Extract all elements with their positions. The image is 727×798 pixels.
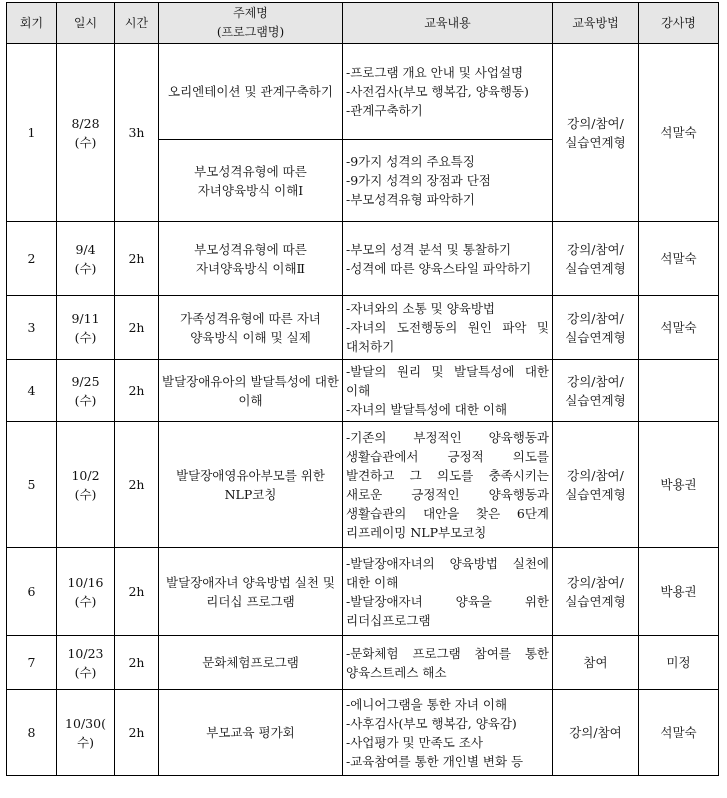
- method-line: 강의/참여/: [567, 310, 624, 326]
- method-cell: 참여: [553, 636, 639, 690]
- method-line: 실습연계형: [565, 329, 626, 345]
- session-cell: 4: [7, 360, 57, 422]
- content-line: -사업평가 및 만족도 조사: [346, 734, 483, 750]
- topic-cell: 부모교육 평가회: [159, 690, 343, 776]
- method-cell: 강의/참여: [553, 690, 639, 776]
- content-line: -부모성격유형 파악하기: [346, 192, 475, 207]
- topic-cell: 발달장애유아의 발달특성에 대한 이해: [159, 360, 343, 422]
- date-cell: [57, 548, 115, 636]
- date-cell: [57, 422, 115, 548]
- content-cell: [343, 690, 553, 776]
- time-cell: 2h: [115, 690, 159, 776]
- table-row: [7, 690, 719, 776]
- day-value: (수): [74, 392, 97, 408]
- day-value: (수): [74, 134, 97, 150]
- content-line: -성격에 따른 양육스타일 파악하기: [346, 260, 532, 276]
- table-row: [7, 296, 719, 360]
- table-row: [7, 422, 719, 548]
- table-row: [7, 222, 719, 296]
- day-value: 수): [77, 734, 94, 750]
- content-line: -발달의 원리 및 발달특성에 대한 이해: [346, 364, 549, 398]
- content-cell: [343, 44, 553, 140]
- date-value: 10/2: [71, 467, 100, 483]
- method-line: 강의/참여/: [567, 373, 624, 389]
- content-cell: [343, 140, 553, 222]
- header-date: 일시: [57, 3, 115, 44]
- header-topic: [159, 3, 343, 44]
- time-cell: 2h: [115, 548, 159, 636]
- content-line: -자녀의 도전행동의 원인 파악 및 대처하기: [346, 320, 549, 354]
- topic-cell: 발달장애자녀 양육방법 실천 및 리더십 프로그램: [159, 548, 343, 636]
- date-cell: [57, 222, 115, 296]
- date-cell: [57, 690, 115, 776]
- method-line: 강의/참여/: [567, 241, 624, 257]
- instructor-cell: 석말숙: [639, 690, 719, 776]
- content-line: -기존의 부정적인 양육행동과 생활습관에서 긍정적 의도를 발견하고 그 의도를 충족시키는 새로운 긍정적인 양육행동과 생활습관의 대안을 찾은 6단계 리프레이밍 NLP부모코칭: [346, 429, 549, 540]
- instructor-cell: 석말숙: [639, 44, 719, 222]
- table-row: [7, 360, 719, 422]
- method-line: 강의/참여/: [567, 115, 624, 131]
- header-topic-main: 주제명: [233, 6, 268, 20]
- method-cell: [553, 548, 639, 636]
- method-cell: [553, 222, 639, 296]
- content-line: -부모의 성격 분석 및 통찰하기: [346, 241, 512, 257]
- date-value: 10/23: [67, 645, 104, 661]
- header-instructor: 강사명: [639, 3, 719, 44]
- content-line: -발달장애자녀 양육을 위한 리더십프로그램: [346, 593, 549, 628]
- instructor-cell: 박용권: [639, 422, 719, 548]
- date-value: 9/25: [71, 373, 100, 389]
- table-row: [7, 636, 719, 690]
- method-cell: [553, 296, 639, 360]
- date-value: 10/30(: [65, 715, 106, 731]
- method-cell: [553, 422, 639, 548]
- instructor-cell: [639, 360, 719, 422]
- method-line: 실습연계형: [565, 392, 626, 408]
- header-time: 시간: [115, 3, 159, 44]
- method-cell: [553, 360, 639, 422]
- schedule-table: [6, 2, 719, 776]
- topic-cell: 발달장애영유아부모를 위한 NLP코칭: [159, 422, 343, 548]
- method-cell: [553, 44, 639, 222]
- time-cell: 2h: [115, 360, 159, 422]
- date-value: 9/4: [75, 241, 96, 257]
- time-cell: 2h: [115, 422, 159, 548]
- method-line: 강의/참여/: [567, 574, 624, 590]
- topic-cell: 문화체험프로그램: [159, 636, 343, 690]
- session-cell: 2: [7, 222, 57, 296]
- session-cell: 6: [7, 548, 57, 636]
- method-line: 실습연계형: [565, 486, 626, 502]
- method-line: 실습연계형: [565, 260, 626, 276]
- date-cell: [57, 296, 115, 360]
- content-line: -자녀와의 소통 및 양육방법: [346, 301, 495, 316]
- date-value: 9/11: [71, 310, 100, 326]
- time-cell: 2h: [115, 636, 159, 690]
- topic-cell: 부모성격유형에 따른 자녀양육방식 이해Ⅰ: [159, 140, 343, 222]
- content-line: -자녀의 발달특성에 대한 이해: [346, 402, 508, 417]
- date-cell: [57, 44, 115, 222]
- content-line: -프로그램 개요 안내 및 사업설명: [346, 65, 524, 80]
- date-value: 10/16: [67, 574, 104, 590]
- table-row: [7, 44, 719, 140]
- date-cell: [57, 636, 115, 690]
- instructor-cell: 석말숙: [639, 296, 719, 360]
- content-line: -에니어그램을 통한 자녀 이해: [346, 696, 508, 712]
- content-line: -교육참여를 통한 개인별 변화 등: [346, 753, 524, 769]
- content-line: -사전검사(부모 행복감, 양육행동): [346, 84, 529, 99]
- session-cell: 7: [7, 636, 57, 690]
- table-row: [7, 548, 719, 636]
- topic-cell: 부모성격유형에 따른 자녀양육방식 이해Ⅱ: [159, 222, 343, 296]
- instructor-cell: 석말숙: [639, 222, 719, 296]
- header-row: [7, 3, 719, 44]
- day-value: (수): [74, 260, 97, 276]
- content-cell: [343, 360, 553, 422]
- method-line: 실습연계형: [565, 134, 626, 150]
- session-cell: 3: [7, 296, 57, 360]
- time-cell: 2h: [115, 222, 159, 296]
- date-value: 8/28: [71, 115, 100, 131]
- session-cell: 5: [7, 422, 57, 548]
- content-line: -9가지 성격의 주요특징: [346, 154, 475, 169]
- date-cell: [57, 360, 115, 422]
- content-cell: [343, 636, 553, 690]
- content-cell: [343, 222, 553, 296]
- day-value: (수): [74, 329, 97, 345]
- instructor-cell: 박용권: [639, 548, 719, 636]
- content-line: -발달장애자녀의 양육방법 실천에 대한 이해: [346, 555, 549, 590]
- content-cell: [343, 548, 553, 636]
- content-line: -문화체험 프로그램 참여를 통한 양육스트레스 해소: [346, 645, 549, 680]
- content-line: -사후검사(부모 행복감, 양육감): [346, 715, 517, 731]
- instructor-cell: 미정: [639, 636, 719, 690]
- day-value: (수): [74, 486, 97, 502]
- header-topic-sub: (프로그램명): [216, 25, 285, 39]
- topic-cell: 가족성격유형에 따른 자녀 양육방식 이해 및 실제: [159, 296, 343, 360]
- content-cell: [343, 296, 553, 360]
- content-cell: [343, 422, 553, 548]
- header-session: 회기: [7, 3, 57, 44]
- content-line: -관계구축하기: [346, 103, 423, 118]
- method-line: 강의/참여/: [567, 467, 624, 483]
- topic-cell: 오리엔테이션 및 관계구축하기: [159, 44, 343, 140]
- method-line: 실습연계형: [565, 593, 626, 609]
- session-cell: 8: [7, 690, 57, 776]
- day-value: (수): [74, 664, 97, 680]
- time-cell: 3h: [115, 44, 159, 222]
- header-content: 교육내용: [343, 3, 553, 44]
- session-cell: 1: [7, 44, 57, 222]
- day-value: (수): [74, 593, 97, 609]
- header-method: 교육방법: [553, 3, 639, 44]
- content-line: -9가지 성격의 장점과 단점: [346, 173, 491, 188]
- time-cell: 2h: [115, 296, 159, 360]
